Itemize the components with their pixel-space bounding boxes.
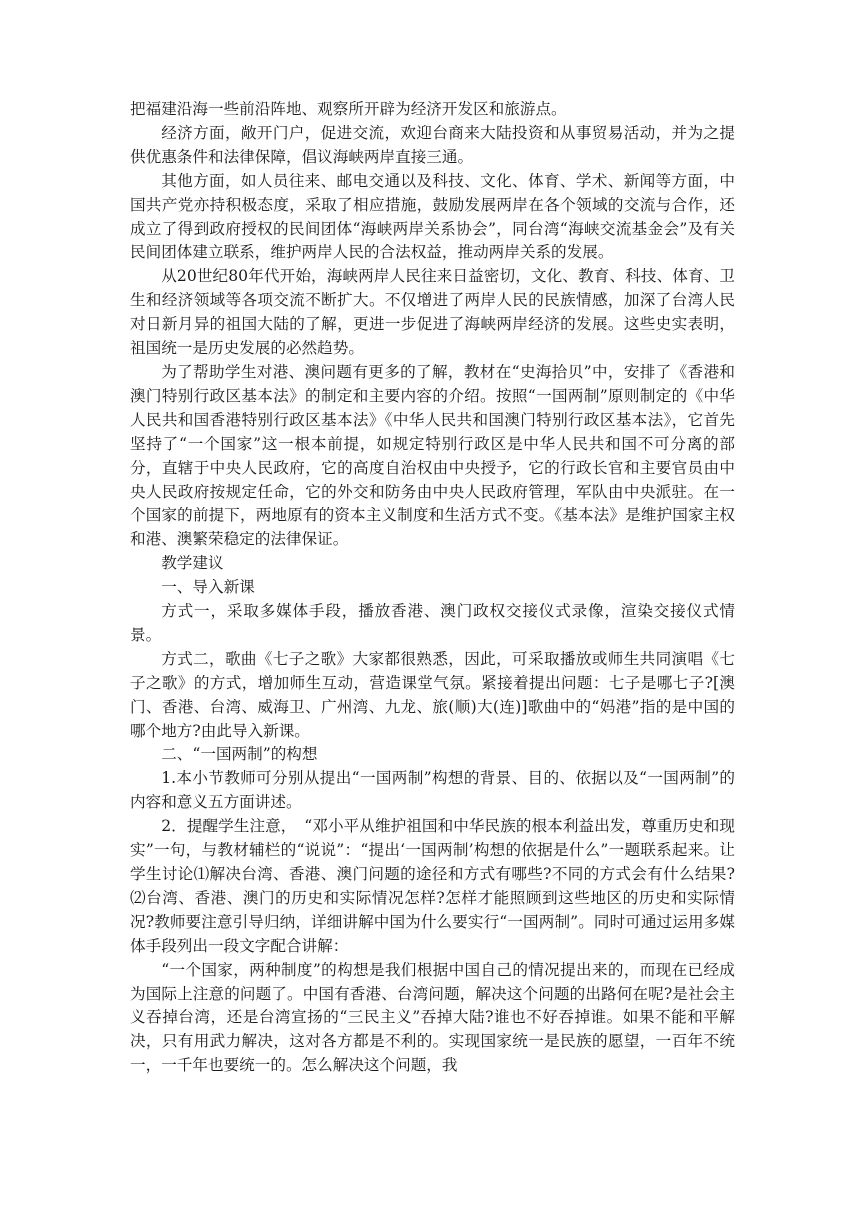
subheading-one-country-two-systems: 二、“一国两制”的构想 [161,745,318,764]
paragraph-method-one: 方式一，采取多媒体手段，播放香港、澳门政权交接仪式录像，渲染交接仪式情景。 [130,602,735,644]
subheading-introduction: 一、导入新课 [161,578,255,597]
paragraph-other-aspects: 其他方面，如人员往来、邮电交通以及科技、文化、体育、学术、新闻等方面，中国共产党亦持积极态度，采取了相应措施，鼓励发展两岸在各个领域的交流与合作，还成立了得到政府授权的民间团体“海峡两岸关系协会”，同台湾“海峡交流基金会”及有关民间团体建立联系，维护两岸人民的合法权益，推动两岸关系的发展。 [130,171,735,262]
paragraph-basic-law: 为了帮助学生对港、澳问题有更多的了解，教材在“史海拾贝”中，安排了《香港和澳门特别行政区基本法》的制定和主要内容的介绍。按照“一国两制”原则制定的《中华人民共和国香港特别行政区基本法》《中华人民共和国澳门特别行政区基本法》，它首先坚持了“一个国家”这一根本前提，如规定特别行政区是中华人民共和国不可分离的部分，直辖于中央人民政府，它的高度自治权由中央授予，它的行政长官和主要官员由中央人民政府按规定任命，它的外交和防务由中央人民政府管理，军队由中央派驻。在一个国家的前提下，两地原有的资本主义制度和生活方式不变。《基本法》是维护国家主权和港、澳繁荣稳定的法律保证。 [130,362,735,549]
document-body [130,98,751,1078]
paragraph-quotation: “一个国家，两种制度”的构想是我们根据中国自己的情况提出来的，而现在已经成为国际上注意的问题了。中国有香港、台湾问题，解决这个问题的出路何在呢?是社会主义吞掉台湾，还是台湾宣扬的“三民主义”吞掉大陆?谁也不好吞掉谁。如果不能和平解决，只有用武力解决，这对各方都是不利的。实现国家统一是民族的愿望，一百年不统一，一千年也要统一的。怎么解决这个问题，我 [130,960,735,1075]
paragraph-1980s-exchange: 从20世纪80年代开始，海峡两岸人民往来日益密切，文化、教育、科技、体育、卫生和经济领域等各项交流不断扩大。不仅增进了两岸人民的民族情感，加深了台湾人民对日新月异的祖国大陆的了解，更进一步促进了海峡两岸经济的发展。这些史实表明，祖国统一是历史发展的必然趋势。 [130,267,735,358]
paragraph-economy: 经济方面，敞开门户，促进交流，欢迎台商来大陆投资和从事贸易活动，并为之提供优惠条件和法律保障，倡议海峡两岸直接三通。 [130,123,735,166]
paragraph-point-one: 1.本小节教师可分别从提出“一国两制”构想的背景、目的、依据以及“一国两制”的内容和意义五方面讲述。 [130,769,735,812]
paragraph-continuation: 把福建沿海一些前沿阵地、观察所开辟为经济开发区和旅游点。 [130,100,567,118]
paragraph-point-two: 2．提醒学生注意， “邓小平从维护祖国和中华民族的根本利益出发，尊重历史和现实”一句，与教材辅栏的“说说”：“提出‘一国两制’构想的依据是什么”一题联系起来。让学生讨论⑴解决台湾、香港、澳门问题的途径和方式有哪些?不同的方式会有什么结果? ⑵台湾、香港、澳门的历史和实际情况怎样?怎样才能照顾到这些地区的历史和实际情况?教师要注意引导归纳，详细讲解中国为什么要实行“一国两制”。同时可通过运用多媒体手段列出一段文字配合讲解： [130,817,751,955]
paragraph-method-two: 方式二，歌曲《七子之歌》大家都很熟悉，因此，可采取播放或师生共同演唱《七子之歌》的方式，增加师生互动，营造课堂气氛。紧接着提出问题：七子是哪七子?[澳门、香港、台湾、威海卫、广州湾、九龙、旅(顺)大(连)]歌曲中的“妈港”指的是中国的哪个地方?由此导入新课。 [130,649,735,740]
section-heading-teaching-suggestions: 教学建议 [161,554,224,573]
